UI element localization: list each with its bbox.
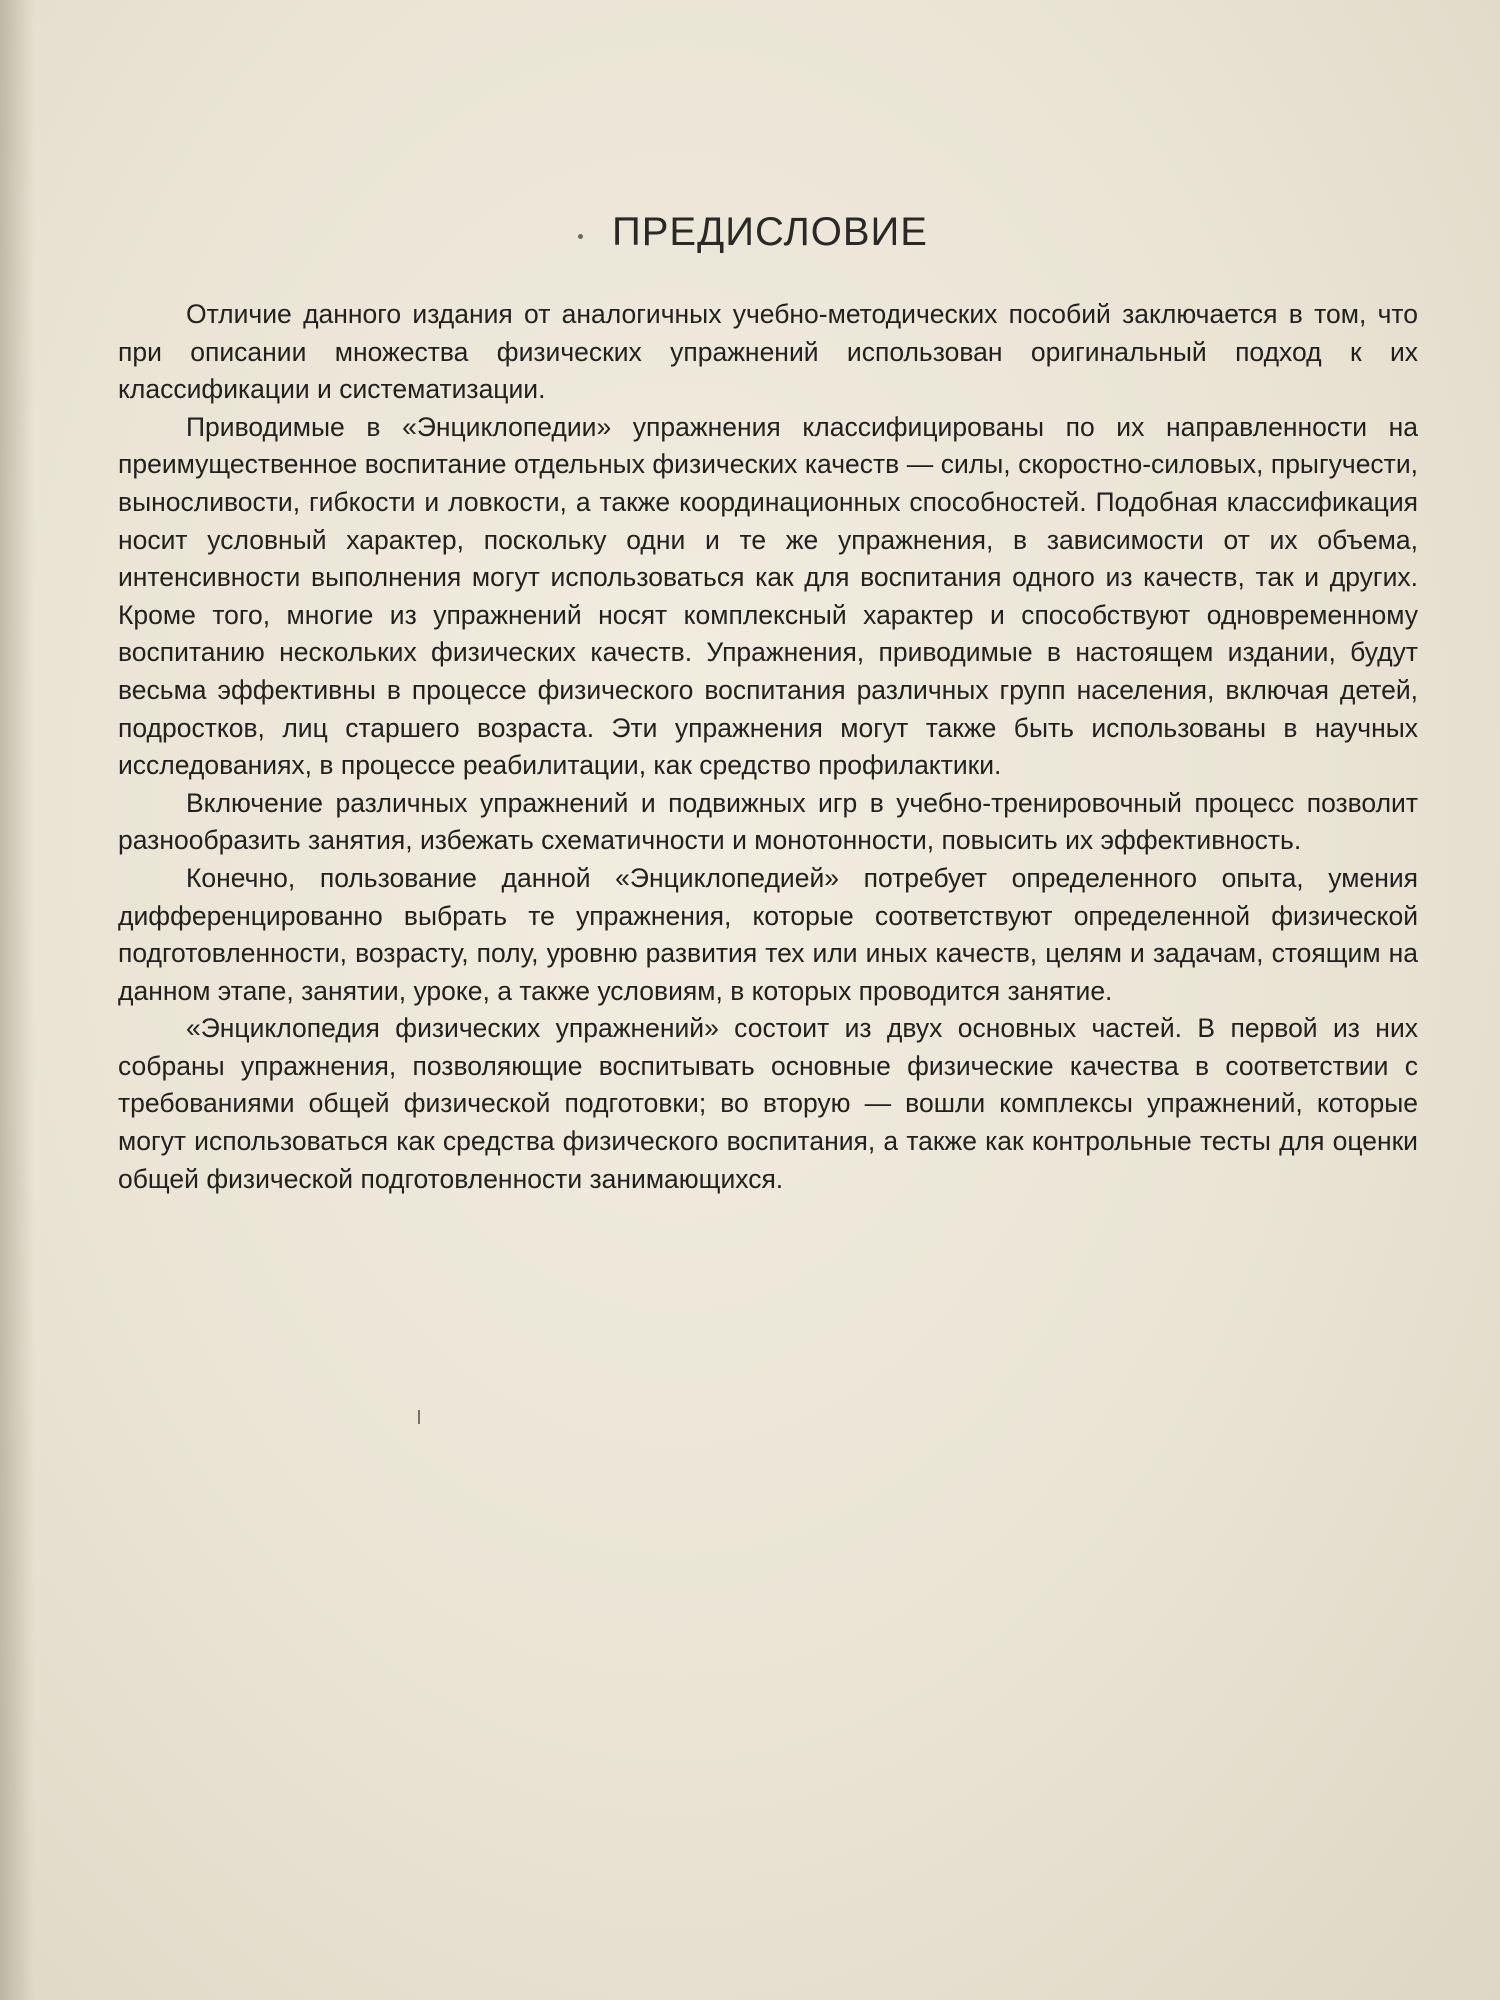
print-speck (418, 1410, 420, 1424)
page-title: ПРЕДИСЛОВИЕ (612, 210, 928, 254)
paragraph-4: Конечно, пользование данной «Энциклопедией» потребует определенного опыта, умения дифференцированно выбрать те упражнения, которые соответствуют определенной физической подготовленности, возрасту, полу, уровню развития тех или иных качеств, целям и задачам, стоящим на данном этапе, занятии, уроке, а также условиям, в которых проводится занятие. (118, 862, 1418, 1006)
preface-text (118, 296, 1418, 1198)
paragraph-5: «Энциклопедия физических упражнений» состоит из двух основных частей. В первой из них собраны упражнения, позволяющие воспитывать основные физические качества в соответствии с требованиями общей физической подготовки; во вторую — вошли комплексы упражнений, которые могут использоваться как средства физического воспитания, а также как контрольные тесты для оценки общей физической подготовленности занимающихся. (118, 1013, 1418, 1194)
paragraph-3: Включение различных упражнений и подвижных игр в учебно-тренировочный процесс позволит разнообразить занятия, избежать схематичности и монотонности, повысить их эффективность. (118, 787, 1418, 856)
paragraph-2: Приводимые в «Энциклопедии» упражнения классифицированы по их направленности на преимущественное воспитание отдельных физических качеств — силы, скоростно-силовых, прыгучести, выносливости, гибкости и ловкости, а также координационных способностей. Подобная классификация носит условный характер, поскольку одни и те же упражнения, в зависимости от их объема, интенсивности выполнения могут использоваться как для воспитания одного из качеств, так и других. Кроме того, многие из упражнений носят комплексный характер и способствуют одновременному воспитанию нескольких физических качеств. Упражнения, приводимые в настоящем издании, будут весьма эффективны в процессе физического воспитания различных групп населения, включая детей, подростков, лиц старшего возраста. Эти упражнения могут также быть использованы в научных исследованиях, в процессе реабилитации, как средство профилактики. (118, 411, 1418, 781)
paragraph-1: Отличие данного издания от аналогичных учебно-методических пособий заключается в том, что при описании множества физических упражнений использован оригинальный подход к их классификации и систематизации. (118, 299, 1418, 405)
gutter-shadow (0, 0, 34, 2000)
